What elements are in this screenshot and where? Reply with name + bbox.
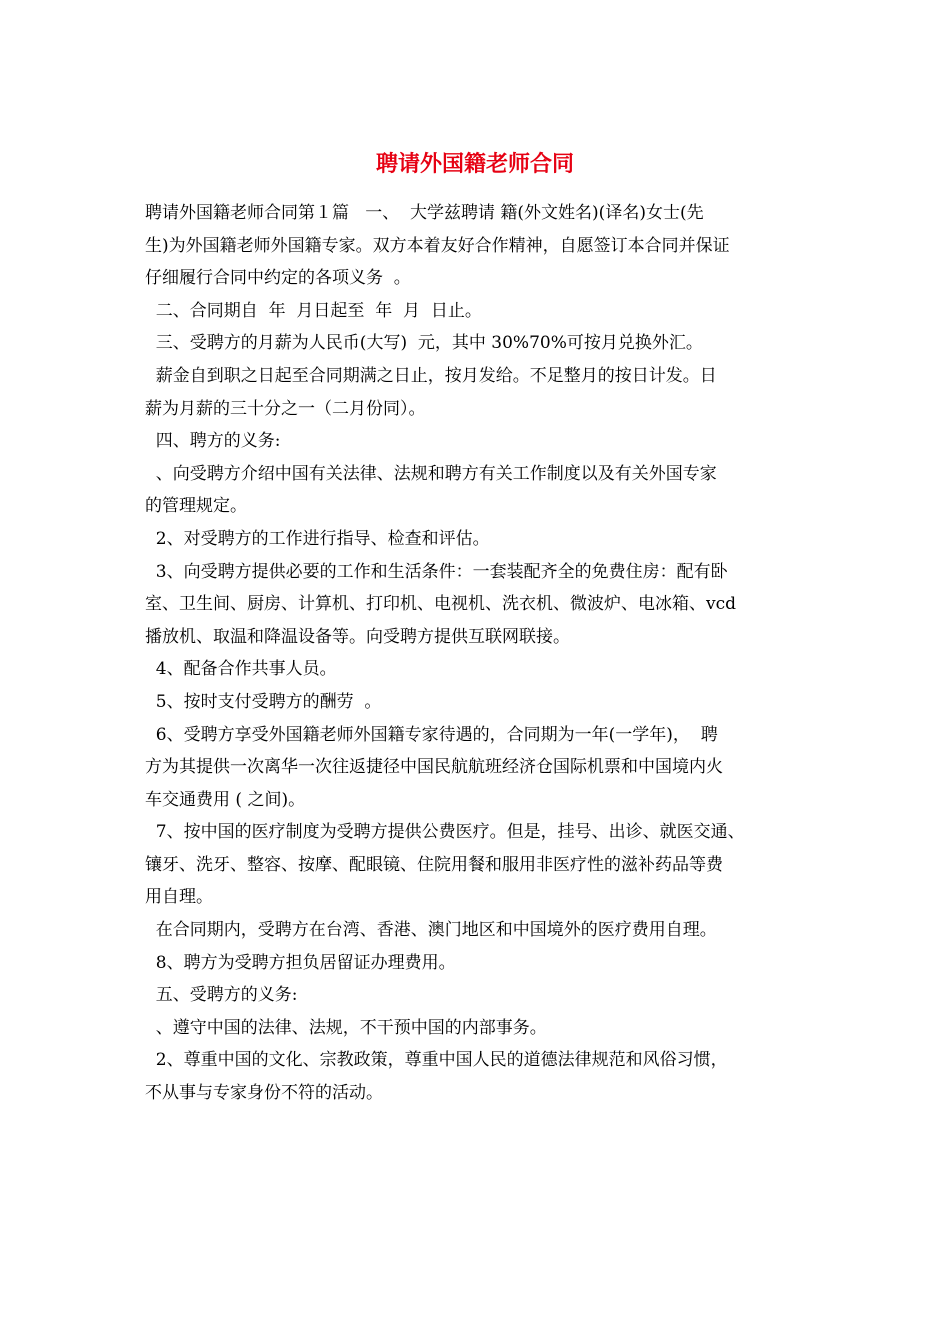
text-line: 4、配备合作共事人员。 — [145, 659, 337, 680]
text-line: 室、卫生间、厨房、计算机、打印机、电视机、洗衣机、微波炉、电冰箱、vcd — [145, 594, 737, 615]
text-line: 薪金自到职之日起至合同期满之日止，按月发给。不足整月的按日计发。日 — [145, 365, 717, 386]
text-line: 用自理。 — [145, 887, 213, 908]
text-line: 薪为月薪的三十分之一（二月份同）。 — [145, 398, 426, 419]
text-line: 8、聘方为受聘方担负居留证办理费用。 — [145, 952, 456, 973]
text-line: 在合同期内，受聘方在台湾、香港、澳门地区和中国境外的医疗费用自理。 — [145, 920, 717, 941]
text-line: 6、受聘方享受外国籍老师外国籍专家待遇的，合同期为一年(一学年)， 聘 — [145, 724, 718, 745]
text-line: 车交通费用 ( 之间)。 — [145, 789, 306, 810]
text-line: 镶牙、洗牙、整容、按摩、配眼镜、住院用餐和服用非医疗性的滋补药品等费 — [145, 854, 723, 875]
text-line: 五、受聘方的义务: — [145, 985, 298, 1006]
text-line: 7、按中国的医疗制度为受聘方提供公费医疗。但是，挂号、出诊、就医交通、 — [145, 822, 745, 843]
text-line: 2、对受聘方的工作进行指导、检查和评估。 — [145, 528, 490, 549]
document-body — [145, 197, 815, 1110]
text-line: 、向受聘方介绍中国有关法律、法规和聘方有关工作制度以及有关外国专家 — [145, 463, 717, 484]
document-title: 聘请外国籍老师合同 — [375, 151, 574, 177]
text-line: 播放机、取温和降温设备等。向受聘方提供互联网联接。 — [145, 626, 570, 647]
text-line: 、遵守中国的法律、法规，不干预中国的内部事务。 — [145, 1017, 547, 1038]
text-line: 三、受聘方的月薪为人民币(大写) 元，其中 30%70%可按月兑换外汇。 — [145, 333, 703, 354]
text-line: 聘请外国籍老师合同第１篇 一、 大学兹聘请 籍(外文姓名)(译名)女士(先 — [145, 203, 704, 223]
text-line: 方为其提供一次离华一次往返捷径中国民航航班经济仓国际机票和中国境内火 — [145, 757, 723, 778]
text-line: 5、按时支付受聘方的酬劳 。 — [145, 691, 382, 712]
text-line: 二、合同期自 年 月日起至 年 月 日止。 — [145, 300, 482, 321]
text-line: 四、聘方的义务: — [145, 431, 281, 452]
text-line: 的管理规定。 — [145, 496, 247, 517]
text-line: 仔细履行合同中约定的各项义务 。 — [145, 268, 411, 289]
text-line: 3、向受聘方提供必要的工作和生活条件：一套装配齐全的免费住房：配有卧 — [145, 561, 728, 582]
text-line: 2、尊重中国的文化、宗教政策，尊重中国人民的道德法律规范和风俗习惯， — [145, 1050, 728, 1071]
text-line: 生)为外国籍老师外国籍专家。双方本着友好合作精神，自愿签订本合同并保证 — [145, 235, 730, 256]
text-line: 不从事与专家身份不符的活动。 — [145, 1083, 383, 1104]
